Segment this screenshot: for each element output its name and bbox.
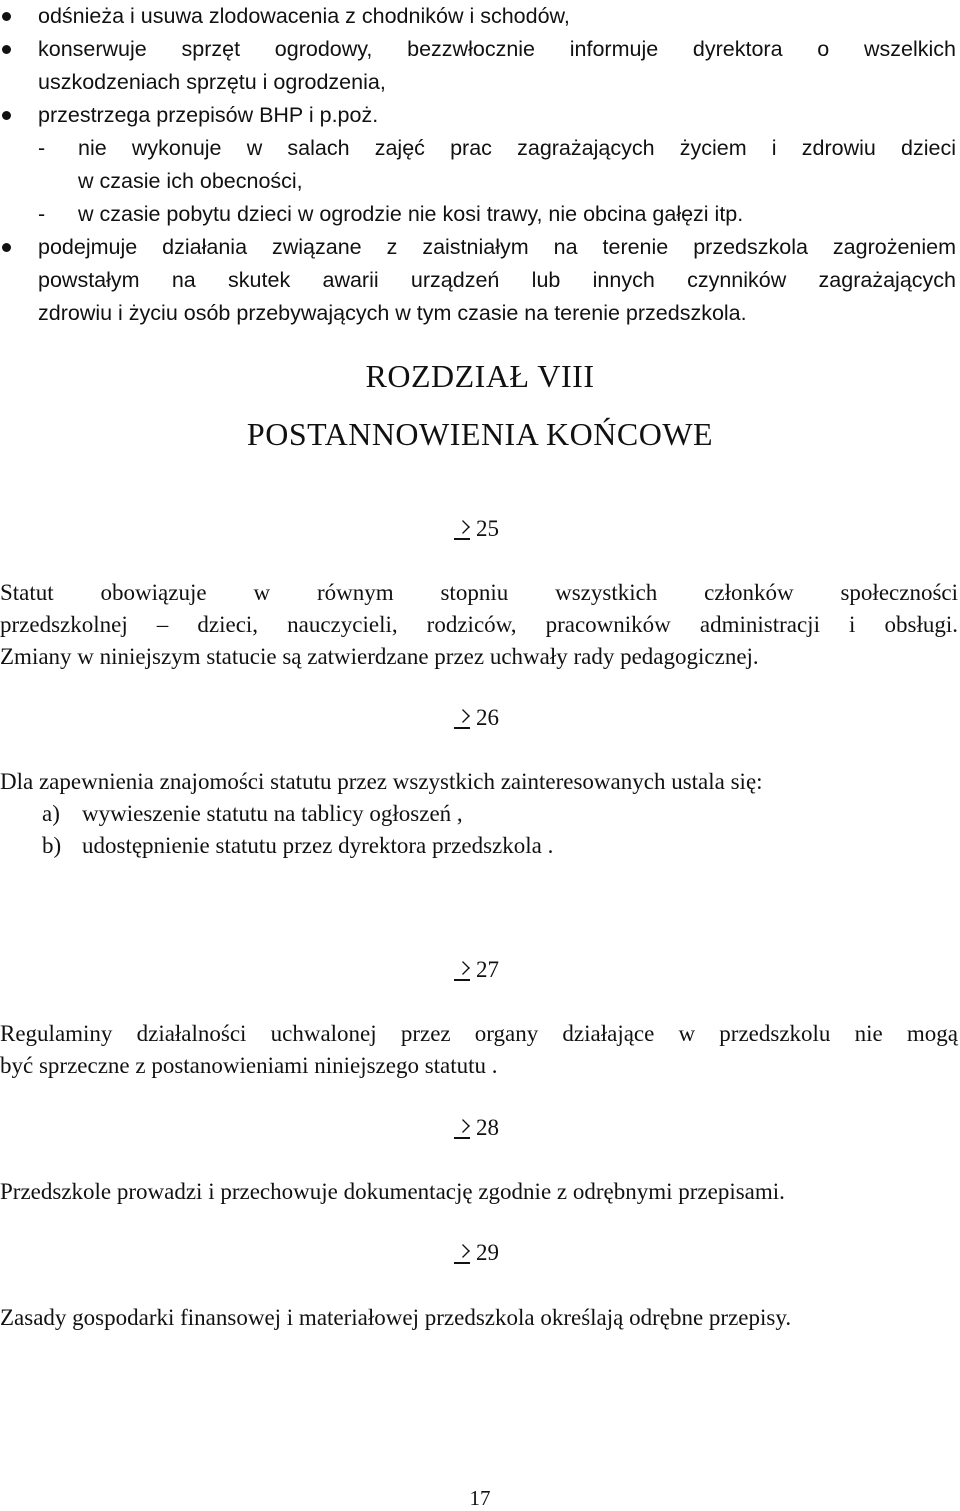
list-item-line: zdrowiu i życiu osób przebywających w tym czasie na terenie przedszkola. [38,301,747,325]
bullet-icon [2,243,11,252]
section-number: 25 [476,516,499,541]
list-item-text [38,231,956,330]
section-sign-icon [456,1242,468,1264]
list-item-line: uszkodzeniach sprzętu i ogrodzenia, [38,70,386,94]
section-sign-icon [456,707,468,729]
section-paragraph [0,1302,958,1334]
item-label: b) [42,833,62,858]
list-item-line: podejmuje działania związane z zaistniałym na terenie przedszkola zagrożeniem [38,235,956,259]
sub-list-item-line: w czasie ich obecności, [78,169,303,193]
paragraph-line: Przedszkole prowadzi i przechowuje dokumentację zgodnie z odrębnymi przepisami. [0,1179,785,1204]
enumerated-item [42,830,553,862]
list-item-line: powstałym na skutek awarii urządzeń lub innych czynników zagrażających [38,268,956,292]
item-label: a) [42,801,60,826]
section-sign-icon [456,959,468,981]
section-paragraph [0,1018,958,1082]
paragraph-line: przedszkolnej – dzieci, nauczycieli, rodziców, pracowników administracji i obsługi. [0,612,958,637]
section-heading [456,705,499,731]
dash-marker: - [38,202,46,226]
enumerated-item [42,798,463,830]
sub-list-item-line: nie wykonuje w salach zajęć prac zagrażających życiem i zdrowiu dzieci [78,136,956,160]
section-heading [456,1115,499,1141]
section-paragraph [0,766,958,798]
section-sign-icon [456,1117,468,1139]
section-heading [456,1240,499,1266]
paragraph-line: być sprzeczne z postanowieniami niniejszego statutu . [0,1053,498,1078]
chapter-number: ROZDZIAŁ VIII [365,358,595,394]
paragraph-line: Statut obowiązuje w równym stopniu wszystkich członków społeczności [0,580,958,605]
section-sign-icon [456,518,468,540]
dash-marker: - [38,136,46,160]
section-number: 26 [476,705,499,730]
sub-list-item-text [78,132,956,198]
list-item-text [38,33,956,99]
section-paragraph [0,577,958,673]
chapter-title: POSTANNOWIENIA KOŃCOWE [246,416,714,452]
bullet-icon [2,45,11,54]
list-item-line: konserwuje sprzęt ogrodowy, bezzwłocznie informuje dyrektora o wszelkich [38,37,956,61]
section-number: 29 [476,1240,499,1265]
list-item-text: odśnieża i usuwa zlodowacenia z chodników i schodów, [38,4,570,28]
paragraph-line: Dla zapewnienia znajomości statutu przez wszystkich zainteresowanych ustala się: [0,769,763,794]
section-heading [456,516,499,542]
paragraph-line: Zasady gospodarki finansowej i materiałowej przedszkola określają odrębne przepisy. [0,1305,792,1330]
section-paragraph [0,1176,958,1208]
sub-list-item-text: w czasie pobytu dzieci w ogrodzie nie kosi trawy, nie obcina gałęzi itp. [78,202,744,226]
item-text: udostępnienie statutu przez dyrektora przedszkola . [82,833,554,858]
section-heading [456,957,499,983]
section-number: 27 [476,957,499,982]
list-item-text: przestrzega przepisów BHP i p.poż. [38,103,379,127]
bullet-icon [2,12,11,21]
page-number: 17 [469,1486,491,1510]
item-text: wywieszenie statutu na tablicy ogłoszeń , [82,801,463,826]
section-number: 28 [476,1115,499,1140]
paragraph-line: Regulaminy działalności uchwalonej przez organy działające w przedszkolu nie mogą [0,1021,958,1046]
bullet-icon [2,111,11,120]
paragraph-line: Zmiany w niniejszym statucie są zatwierdzane przez uchwały rady pedagogicznej. [0,644,759,669]
